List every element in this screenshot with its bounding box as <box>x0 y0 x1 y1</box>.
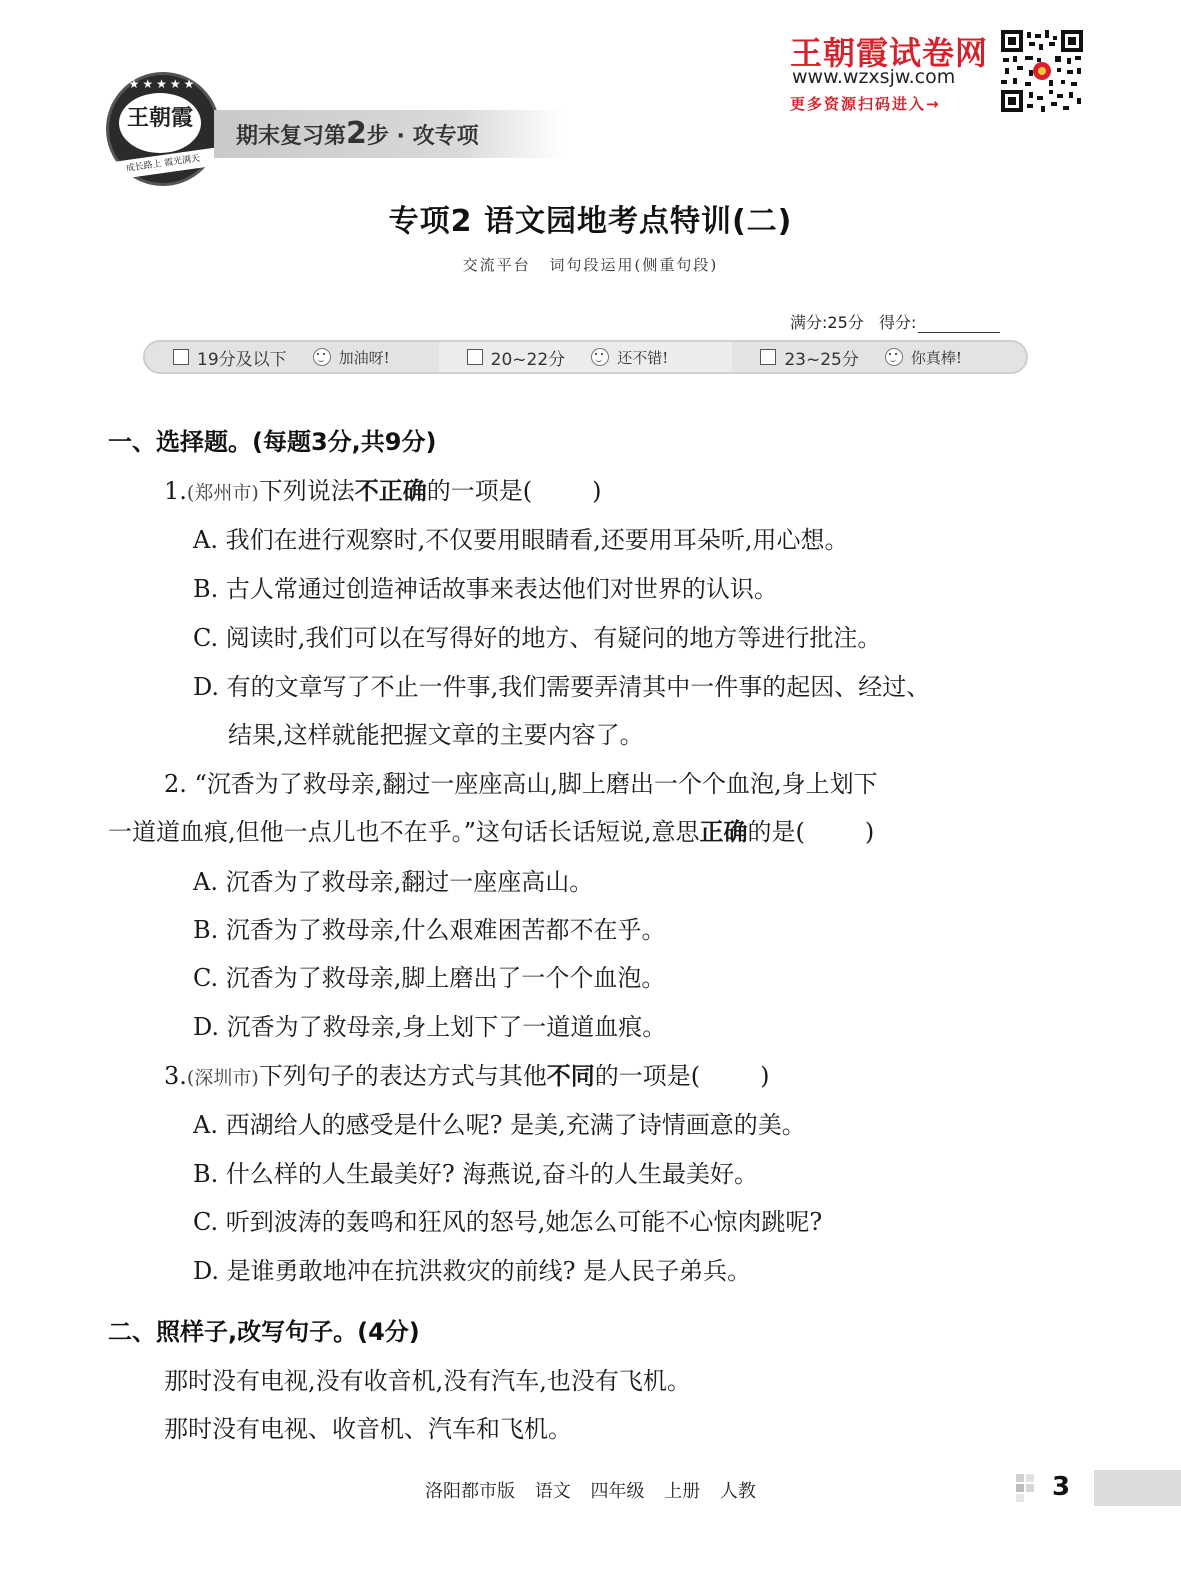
question-region: (郑州市) <box>186 482 259 504</box>
paren-close: ) <box>760 1062 770 1090</box>
star-row-icon: ★★★★★ <box>128 77 198 91</box>
stem-text: 的一项是( <box>594 1062 701 1090</box>
option-c: C. 听到波涛的轰鸣和狂风的怒号,她怎么可能不心惊肉跳呢? <box>193 1208 823 1236</box>
page-decoration-icon <box>1016 1474 1046 1504</box>
publisher-seal-logo <box>106 72 220 186</box>
score-line <box>790 310 1000 333</box>
question-3-stem <box>164 1056 769 1091</box>
option-d: D. 沉香为了救母亲,身上划下了一道道血痕。 <box>193 1013 667 1041</box>
question-number: 3. <box>164 1062 187 1090</box>
footer-edition: 洛阳都市版 语文 四年级 上册 人教 <box>425 1481 756 1502</box>
option-a: A. 沉香为了救母亲,翻过一座座高山。 <box>193 868 594 896</box>
section-heading: 二、照样子,改写句子。(4分) <box>108 1318 420 1346</box>
option-c: C. 阅读时,我们可以在写得好的地方、有疑问的地方等进行批注。 <box>193 624 882 652</box>
score-label: 得分: <box>879 313 917 332</box>
stem-emphasis: 正确 <box>699 818 748 846</box>
rating-option[interactable] <box>732 342 1026 372</box>
smiley-face-icon <box>591 348 609 366</box>
page-number-tab <box>1094 1470 1181 1506</box>
stem-text: 的是( <box>747 818 805 846</box>
option-c: C. 沉香为了救母亲,脚上磨出了一个个血泡。 <box>193 964 666 992</box>
question-region: (深圳市) <box>186 1067 259 1089</box>
rating-praise: 还不错! <box>617 348 669 367</box>
option-b: B. 什么样的人生最美好? 海燕说,奋斗的人生最美好。 <box>193 1160 759 1188</box>
stem-emphasis: 不正确 <box>354 477 427 505</box>
option-b: B. 古人常通过创造神话故事来表达他们对世界的认识。 <box>193 575 778 603</box>
example-sentence: 那时没有电视,没有收音机,没有汽车,也没有飞机。 <box>164 1367 691 1395</box>
step-number: 2 <box>346 116 367 151</box>
stem-text: 下列句子的表达方式与其他 <box>258 1062 547 1090</box>
paren-close: ) <box>864 818 875 846</box>
option-b: B. 沉香为了救母亲,什么艰难困苦都不在乎。 <box>193 916 666 944</box>
page-title: 专项2 语文园地考点特训(二) <box>388 204 793 239</box>
step-banner <box>214 110 564 158</box>
brand-subtitle: 更多资源扫码进入→ <box>790 95 941 113</box>
step-prefix: 期末复习第 <box>236 124 347 149</box>
checkbox-icon[interactable] <box>760 349 776 365</box>
smiley-face-icon <box>885 348 903 366</box>
logo-name: 王朝霞 <box>126 105 193 131</box>
rating-option[interactable] <box>439 342 733 372</box>
rating-range: 19分及以下 <box>197 349 287 370</box>
brand-url[interactable]: www.wzxsjw.com <box>792 66 956 88</box>
question-number: 1. <box>164 477 187 505</box>
rating-praise: 你真棒! <box>910 348 962 367</box>
option-d: D. 有的文章写了不止一件事,我们需要弄清其中一件事的起因、经过、 <box>193 673 931 701</box>
example-rewrite: 那时没有电视、收音机、汽车和飞机。 <box>164 1415 572 1443</box>
rating-range: 23~25分 <box>784 349 859 370</box>
brand-title: 王朝霞试卷网 <box>790 34 989 72</box>
stem-text: 的一项是( <box>426 477 533 505</box>
rating-option[interactable] <box>145 342 439 372</box>
question-2-stem: 2. “沉香为了救母亲,翻过一座座高山,脚上磨出一个个血泡,身上划下 <box>164 770 878 798</box>
qr-code-icon[interactable] <box>1001 30 1083 112</box>
stem-text: 一道道血痕,但他一点儿也不在乎。”这句话长话短说,意思 <box>108 818 700 846</box>
stem-emphasis: 不同 <box>546 1062 595 1090</box>
smiley-face-icon <box>313 348 331 366</box>
step-suffix: 步 · 攻专项 <box>366 124 479 149</box>
checkbox-icon[interactable] <box>173 349 189 365</box>
rating-praise: 加油呀! <box>338 348 390 367</box>
stem-text: 下列说法 <box>258 477 355 505</box>
logo-ribbon: 成长路上 霞光满天 <box>108 148 217 181</box>
page-subtitle: 交流平台 词句段运用(侧重句段) <box>462 256 719 274</box>
score-blank[interactable] <box>918 318 1000 333</box>
full-score: 满分:25分 <box>790 313 864 332</box>
question-1-stem <box>164 471 601 506</box>
section-heading: 一、选择题。(每题3分,共9分) <box>108 428 437 456</box>
checkbox-icon[interactable] <box>467 349 483 365</box>
question-2-stem-continued <box>108 812 874 847</box>
option-d-continued: 结果,这样就能把握文章的主要内容了。 <box>228 721 644 749</box>
option-a: A. 我们在进行观察时,不仅要用眼睛看,还要用耳朵听,用心想。 <box>193 526 849 554</box>
paren-close: ) <box>592 477 602 505</box>
option-a: A. 西湖给人的感受是什么呢? 是美,充满了诗情画意的美。 <box>193 1111 806 1139</box>
rating-bar <box>143 340 1028 374</box>
option-d: D. 是谁勇敢地冲在抗洪救灾的前线? 是人民子弟兵。 <box>193 1257 752 1285</box>
rating-range: 20~22分 <box>490 349 566 370</box>
page-number: 3 <box>1052 1472 1071 1502</box>
